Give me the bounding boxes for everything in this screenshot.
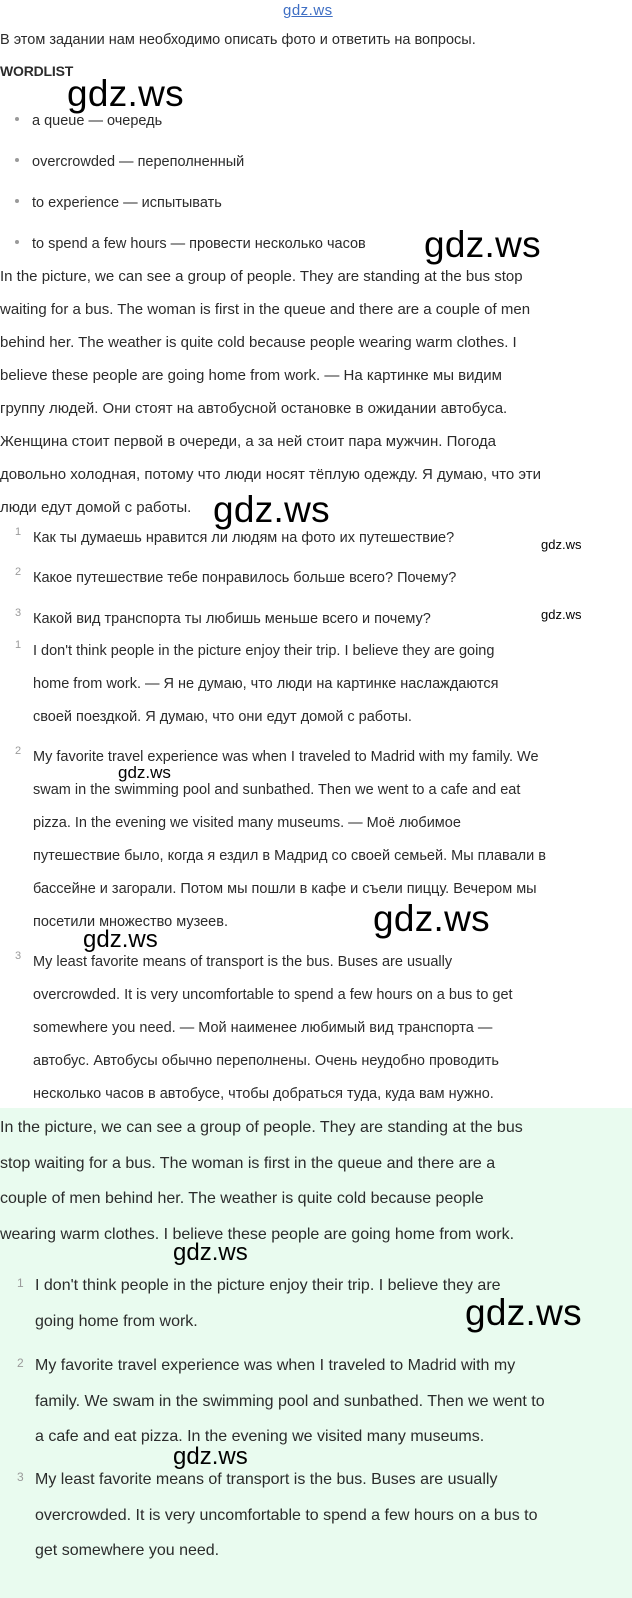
wordlist-item bbox=[15, 236, 366, 252]
wordlist-item-text: a queue — очередь bbox=[32, 113, 163, 129]
item-number: 2 bbox=[17, 1356, 24, 1370]
wordlist-item-text: to experience — испытывать bbox=[32, 195, 222, 211]
answer-line: несколько часов в автобусе, чтобы добраться туда, куда вам нужно. bbox=[33, 1086, 494, 1102]
item-number: 2 bbox=[15, 566, 22, 578]
answer-line: overcrowded. It is very uncomfortable to spend a few hours on a bus to bbox=[35, 1506, 538, 1524]
answer-line: a cafe and eat pizza. In the evening we visited many museums. bbox=[35, 1428, 485, 1445]
answer-line: посетили множество музеев. bbox=[33, 914, 228, 930]
paragraph-line: группу людей. Они стоят на автобусной остановке в ожидании автобуса. bbox=[0, 400, 508, 417]
paragraph-line: believe these people are going home from work. — На картинке мы видим bbox=[0, 367, 502, 384]
watermark: gdz.ws bbox=[213, 489, 330, 530]
wordlist-heading: WORDLIST bbox=[0, 63, 74, 79]
watermark: gdz.ws bbox=[173, 1239, 248, 1266]
answer-line: get somewhere you need. bbox=[35, 1542, 220, 1559]
watermark: gdz.ws bbox=[541, 537, 582, 552]
paragraph-line: wearing warm clothes. I believe these people are going home from work. bbox=[0, 1225, 515, 1243]
bullet-icon bbox=[15, 199, 19, 203]
item-number: 3 bbox=[15, 950, 22, 962]
bullet-icon bbox=[15, 117, 19, 121]
wordlist-item-text: to spend a few hours — провести несколько часов bbox=[32, 236, 366, 252]
paragraph-line: waiting for a bus. The woman is first in the queue and there are a couple of men bbox=[0, 301, 531, 318]
item-number: 1 bbox=[17, 1276, 24, 1290]
wordlist-item bbox=[15, 154, 244, 170]
paragraph-line: довольно холодная, потому что люди носят тёплую одежду. Я думаю, что эти bbox=[0, 466, 541, 483]
question-text: Какой вид транспорта ты любишь меньше всего и почему? bbox=[33, 611, 431, 627]
question-text: Какое путешествие тебе понравилось больше всего? Почему? bbox=[33, 570, 457, 586]
watermark: gdz.ws bbox=[465, 1292, 582, 1333]
answer-line: My favorite travel experience was when I traveled to Madrid with my bbox=[35, 1357, 516, 1374]
paragraph-line: In the picture, we can see a group of people. They are standing at the bus bbox=[0, 1119, 523, 1136]
watermark-link[interactable]: gdz.ws bbox=[283, 2, 333, 19]
wordlist-item bbox=[15, 113, 162, 129]
item-number: 1 bbox=[15, 526, 22, 538]
question-text: Как ты думаешь нравится ли людям на фото их путешествие? bbox=[33, 530, 455, 546]
bullet-icon bbox=[15, 240, 19, 244]
wordlist-item bbox=[15, 195, 222, 211]
paragraph-line: Женщина стоит первой в очереди, а за ней стоит пара мужчин. Погода bbox=[0, 433, 496, 450]
paragraph-line: stop waiting for a bus. The woman is first in the queue and there are a bbox=[0, 1154, 496, 1172]
wordlist-item-text: overcrowded — переполненный bbox=[32, 154, 245, 170]
answer-line: бассейне и загорали. Потом мы пошли в кафе и съели пиццу. Вечером мы bbox=[33, 881, 537, 897]
answer-line: overcrowded. It is very uncomfortable to spend a few hours on a bus to get bbox=[33, 987, 513, 1003]
bullet-icon bbox=[15, 158, 19, 162]
watermark: gdz.ws bbox=[67, 73, 184, 114]
watermark: gdz.ws bbox=[118, 763, 171, 782]
answer-line: going home from work. bbox=[35, 1312, 198, 1330]
answer-line: somewhere you need. — Мой наименее любимый вид транспорта — bbox=[33, 1020, 493, 1036]
answer-line: My favorite travel experience was when I traveled to Madrid with my family. We bbox=[33, 749, 539, 765]
item-number: 1 bbox=[15, 639, 22, 651]
paragraph-line: couple of men behind her. The weather is quite cold because people bbox=[0, 1190, 484, 1207]
english-description-paragraph bbox=[0, 1110, 523, 1252]
answer-line: своей поездкой. Я думаю, что они едут домой с работы. bbox=[33, 709, 412, 725]
description-paragraph bbox=[0, 260, 630, 524]
watermark: gdz.ws bbox=[83, 926, 158, 953]
item-number: 3 bbox=[17, 1470, 24, 1484]
answer-line: My least favorite means of transport is the bus. Buses are usually bbox=[33, 954, 453, 970]
item-number: 3 bbox=[15, 607, 22, 619]
answer-line: путешествие было, когда я ездил в Мадрид со своей семьей. Мы плавали в bbox=[33, 848, 546, 864]
paragraph-line: люди едут домой с работы. bbox=[0, 499, 192, 516]
watermark: gdz.ws bbox=[424, 224, 541, 265]
answer-line: home from work. — Я не думаю, что люди на картинке наслаждаются bbox=[33, 676, 499, 692]
answer-line: swam in the swimming pool and sunbathed. Then we went to a cafe and eat bbox=[33, 782, 521, 798]
paragraph-line: behind her. The weather is quite cold because people wearing warm clothes. I bbox=[0, 334, 517, 351]
watermark: gdz.ws bbox=[173, 1443, 248, 1470]
answer-line: автобус. Автобусы обычно переполнены. Очень неудобно проводить bbox=[33, 1053, 499, 1069]
paragraph-line: In the picture, we can see a group of people. They are standing at the bus stop bbox=[0, 268, 523, 285]
answer-line: family. We swam in the swimming pool and sunbathed. Then we went to bbox=[35, 1392, 545, 1410]
item-number: 2 bbox=[15, 745, 22, 757]
answer-line: I don't think people in the picture enjoy their trip. I believe they are going bbox=[33, 643, 495, 659]
watermark: gdz.ws bbox=[541, 607, 582, 622]
answer-line: I don't think people in the picture enjoy their trip. I believe they are bbox=[35, 1277, 501, 1294]
answer-line: pizza. In the evening we visited many museums. — Моё любимое bbox=[33, 815, 461, 831]
intro-text: В этом задании нам необходимо описать фото и ответить на вопросы. bbox=[0, 32, 476, 48]
answer-line: My least favorite means of transport is the bus. Buses are usually bbox=[35, 1471, 498, 1488]
watermark: gdz.ws bbox=[373, 898, 490, 939]
